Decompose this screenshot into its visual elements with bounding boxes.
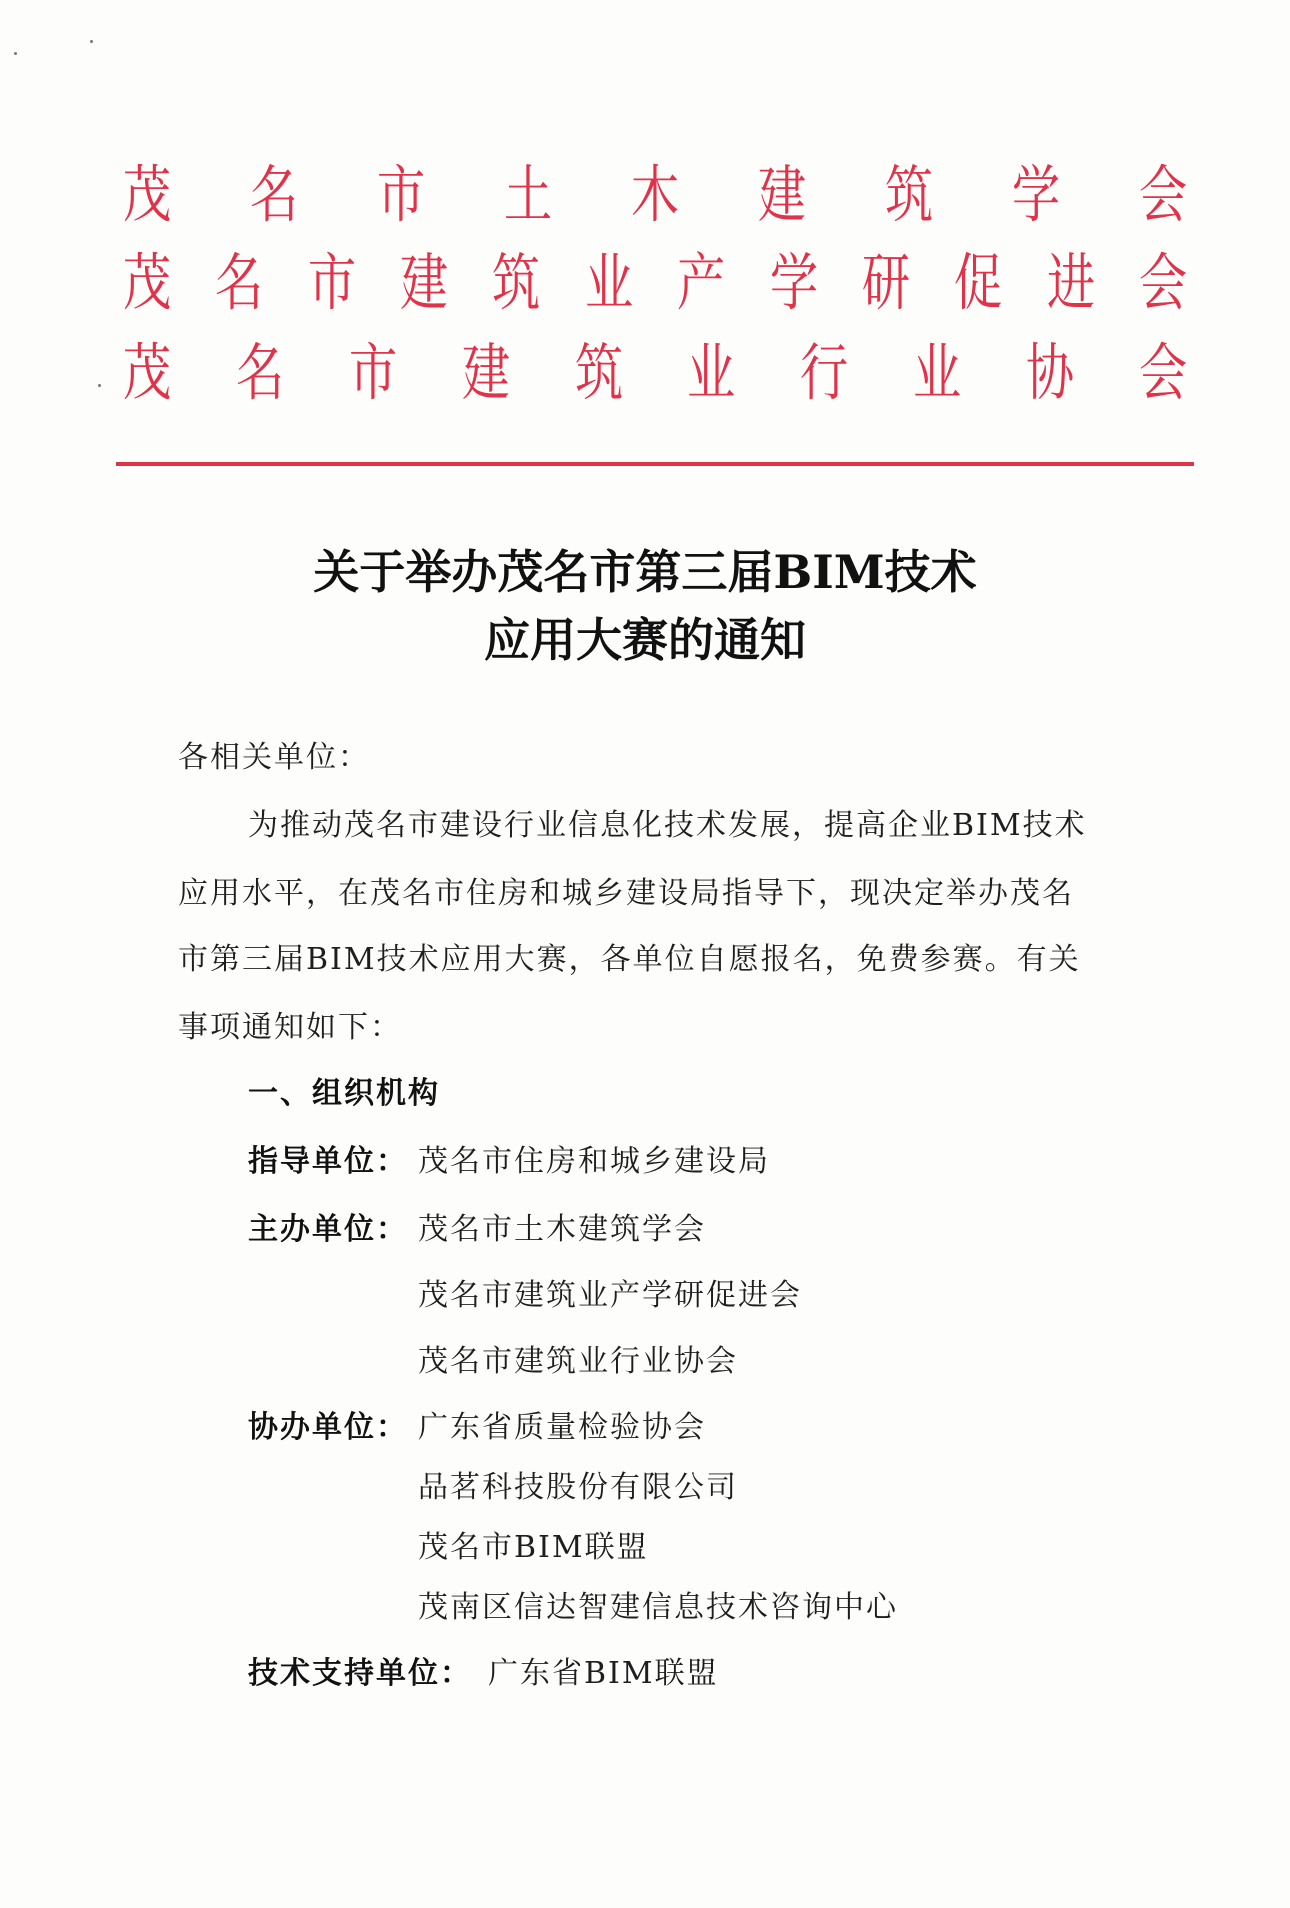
intro-line: 事项通知如下： xyxy=(178,1010,402,1045)
intro-line: 应用水平，在茂名市住房和城乡建设局指导下，现决定举办茂名 xyxy=(178,876,1074,911)
header-char: 进 xyxy=(1046,246,1095,319)
notice-title-line-1: 关于举办茂名市第三届BIM技术 xyxy=(313,545,977,599)
co-organizer-label: 协办单位： xyxy=(248,1410,408,1445)
header-char: 土 xyxy=(503,158,553,231)
header-char: 研 xyxy=(861,246,911,319)
header-char: 名 xyxy=(235,336,285,409)
header-char: 建 xyxy=(757,158,807,231)
host-unit-value: 茂名市建筑业产学研促进会 xyxy=(418,1278,802,1313)
header-char: 建 xyxy=(461,336,510,409)
scan-speck xyxy=(98,384,101,387)
guide-unit-value: 茂名市住房和城乡建设局 xyxy=(418,1144,770,1179)
salutation: 各相关单位： xyxy=(178,740,370,775)
header-char: 业 xyxy=(687,336,736,409)
co-organizer-value: 品茗科技股份有限公司 xyxy=(418,1470,738,1505)
header-char: 学 xyxy=(769,246,818,319)
co-organizer-value: 茂名市BIM联盟 xyxy=(418,1530,649,1565)
header-char: 筑 xyxy=(492,246,541,319)
header-char: 业 xyxy=(584,246,633,319)
header-char: 市 xyxy=(307,246,356,319)
header-char: 会 xyxy=(1138,246,1188,319)
scan-speck xyxy=(90,40,93,43)
header-char: 会 xyxy=(1138,158,1188,231)
header-char: 行 xyxy=(800,336,849,409)
header-char: 筑 xyxy=(884,158,934,231)
host-unit-value: 茂名市土木建筑学会 xyxy=(418,1212,706,1247)
host-unit-value: 茂名市建筑业行业协会 xyxy=(418,1344,738,1379)
tech-support-value: 广东省BIM联盟 xyxy=(488,1656,719,1691)
intro-line: 为推动茂名市建设行业信息化技术发展，提高企业BIM技术 xyxy=(248,808,1087,843)
header-char: 市 xyxy=(376,158,426,231)
header-char: 业 xyxy=(912,336,962,409)
scan-speck xyxy=(14,52,17,55)
section-heading-organization: 一、组织机构 xyxy=(248,1076,440,1111)
intro-line: 市第三届BIM技术应用大赛，各单位自愿报名，免费参赛。有关 xyxy=(178,942,1081,977)
tech-support-label: 技术支持单位： xyxy=(248,1656,472,1691)
header-char: 市 xyxy=(348,336,397,409)
header-char: 协 xyxy=(1025,336,1075,409)
header-char: 茂 xyxy=(122,158,172,231)
header-char: 筑 xyxy=(574,336,623,409)
letterhead-divider xyxy=(116,462,1194,466)
header-char: 茂 xyxy=(122,336,172,409)
co-organizer-value: 广东省质量检验协会 xyxy=(418,1410,706,1445)
co-organizer-value: 茂南区信达智建信息技术咨询中心 xyxy=(418,1590,898,1625)
header-char: 木 xyxy=(630,158,680,231)
header-char: 会 xyxy=(1138,336,1188,409)
header-char: 建 xyxy=(399,246,449,319)
header-char: 名 xyxy=(215,246,264,319)
letterhead-org-3 xyxy=(116,338,1194,408)
notice-title-line-2: 应用大赛的通知 xyxy=(484,613,806,667)
letterhead-org-2 xyxy=(116,248,1194,318)
header-char: 学 xyxy=(1011,158,1061,231)
header-char: 名 xyxy=(249,158,299,231)
guide-unit-label: 指导单位： xyxy=(248,1144,408,1179)
header-char: 产 xyxy=(676,246,726,319)
header-char: 促 xyxy=(954,246,1003,319)
letterhead-org-1 xyxy=(116,160,1194,230)
host-unit-label: 主办单位： xyxy=(248,1212,408,1247)
header-char: 茂 xyxy=(122,246,172,319)
